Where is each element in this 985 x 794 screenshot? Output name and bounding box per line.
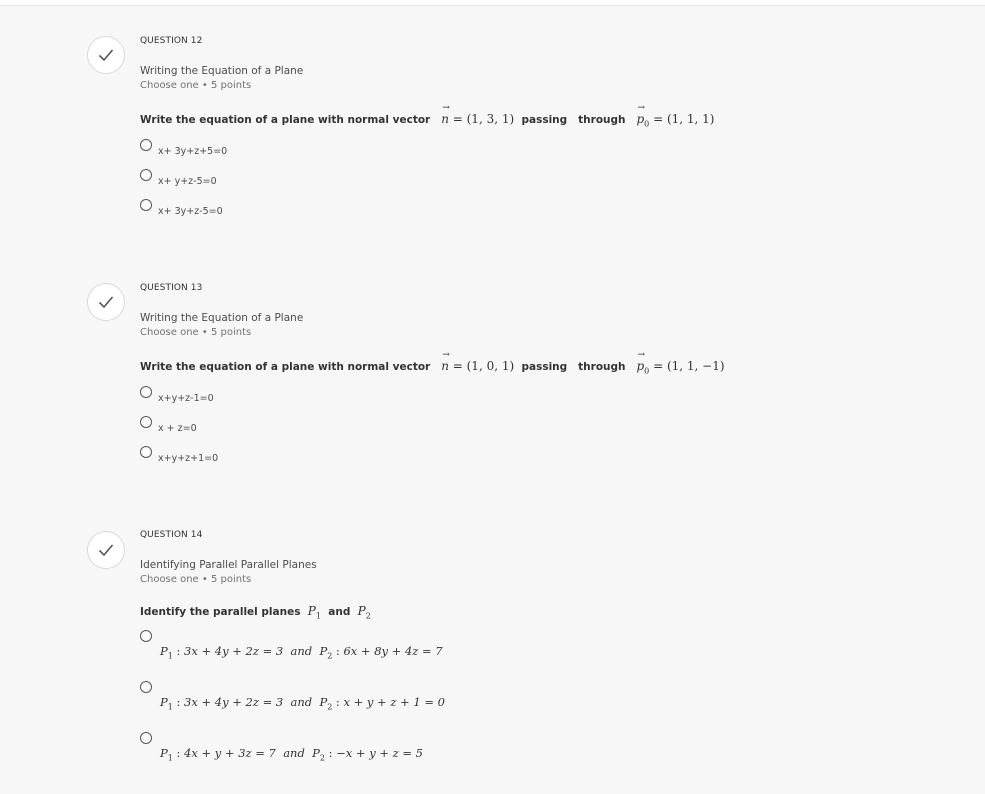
question-points: Choose one • 5 points [140,574,252,585]
question-number: QUESTION 12 [140,36,203,46]
question-points: Choose one • 5 points [140,80,252,91]
option-radio[interactable] [140,732,152,744]
option-label[interactable]: x + z=0 [158,423,197,434]
plane-p1-symbol: $P_1$ [307,604,321,621]
question-title: Writing the Equation of a Plane [140,312,304,324]
through-word: through [578,361,626,373]
question-prompt [140,112,714,128]
through-word: through [578,114,626,126]
question-points: Choose one • 5 points [140,327,252,338]
option-label[interactable]: x+y+z-1=0 [158,393,214,404]
option-radio[interactable] [140,446,152,458]
option-label[interactable]: $P_1$ : 4x + y + 3z = 7 and $P_2$ : −x + y + z = 5 [160,746,423,763]
option-radio[interactable] [140,199,152,211]
top-bar [0,0,985,6]
plane-p2-symbol: $P_2$ [357,604,371,621]
question-title: Identifying Parallel Parallel Planes [140,559,317,571]
answered-check-icon [87,283,125,321]
prompt-text: Write the equation of a plane with normal vector [140,361,431,373]
option-radio[interactable] [140,139,152,151]
question-prompt [140,604,371,620]
option-label[interactable]: x+ 3y+z+5=0 [158,146,228,157]
question-prompt [140,359,725,375]
question-title: Writing the Equation of a Plane [140,65,304,77]
option-label[interactable]: x+ 3y+z-5=0 [158,206,223,217]
option-radio[interactable] [140,681,152,693]
passing-word: passing [521,361,568,373]
prompt-text: Identify the parallel planes [140,606,301,618]
prompt-text: Write the equation of a plane with normal vector [140,114,431,126]
normal-vector: → n = (1, 0, 1) [441,359,514,373]
answered-check-icon [87,36,125,74]
point-vector: → $p_0 = (1$, 1, 1) [636,112,714,126]
option-radio[interactable] [140,386,152,398]
option-radio[interactable] [140,630,152,642]
option-label[interactable]: x+ y+z-5=0 [158,176,217,187]
normal-vector: → n = (1, 3, 1) [441,112,514,126]
passing-word: passing [521,114,568,126]
question-number: QUESTION 14 [140,530,203,540]
option-radio[interactable] [140,169,152,181]
option-label[interactable]: $P_1$ : 3x + 4y + 2z = 3 and $P_2$ : x + y + z + 1 = 0 [160,695,445,712]
option-label[interactable]: x+y+z+1=0 [158,453,219,464]
answered-check-icon [87,531,125,569]
option-radio[interactable] [140,416,152,428]
option-label[interactable]: $P_1$ : 3x + 4y + 2z = 3 and $P_2$ : 6x + 8y + 4z = 7 [160,644,443,661]
question-number: QUESTION 13 [140,283,203,293]
and-word: and [328,606,351,618]
point-vector: → $p_0 = (1$, 1, −1) [636,359,724,373]
